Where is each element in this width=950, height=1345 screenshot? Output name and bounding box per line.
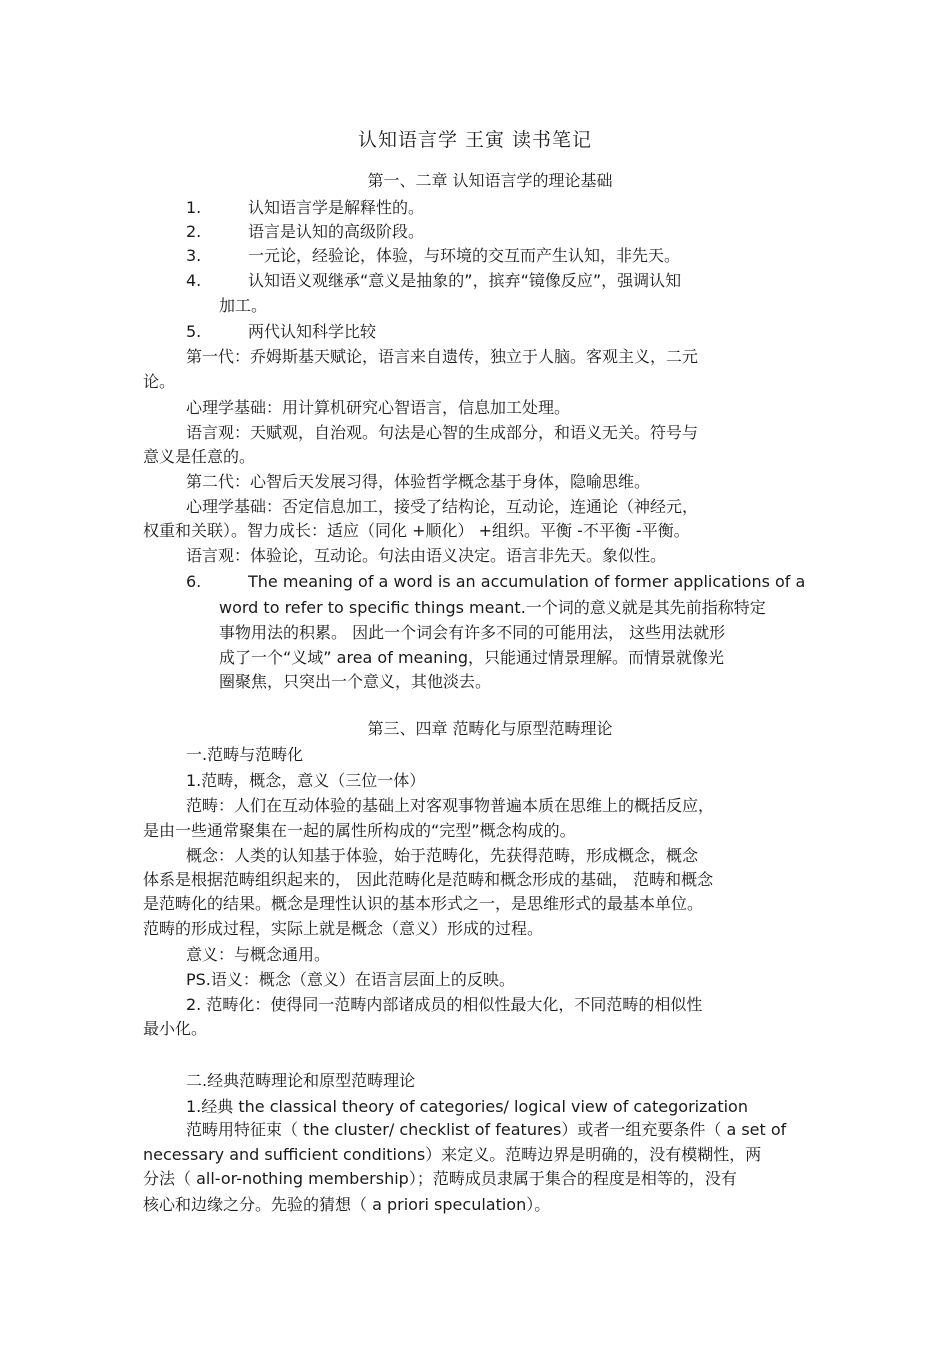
item-number: 2. bbox=[186, 222, 202, 241]
item-text: 认知语言学是解释性的。 bbox=[248, 198, 425, 217]
paragraph-line: 意义是任意的。 bbox=[143, 447, 256, 466]
item-number: 4. bbox=[186, 271, 202, 290]
paragraph-line: 心理学基础：否定信息加工，接受了结构论，互动论，连通论（神经元， bbox=[186, 497, 699, 516]
paragraph-line: 范畴：人们在互动体验的基础上对客观事物普遍本质在思维上的概括反应， bbox=[186, 796, 715, 815]
subsection-heading: 1.范畴，概念，意义（三位一体） bbox=[186, 771, 426, 790]
item-text-continued: 成了一个“义域” area of meaning，只能通过情景理解。而情景就像光 bbox=[219, 648, 725, 667]
paragraph-line: 范畴的形成过程，实际上就是概念（意义）形成的过程。 bbox=[143, 919, 544, 938]
item-text-continued: 事物用法的积累。 因此一个词会有许多不同的可能用法， 这些用法就形 bbox=[219, 623, 726, 642]
item-number: 5. bbox=[186, 322, 202, 341]
item-text: 两代认知科学比较 bbox=[248, 322, 377, 341]
section-heading: 一.范畴与范畴化 bbox=[186, 745, 304, 764]
paragraph-line: 语言观：天赋观，自治观。句法是心智的生成部分，和语义无关。符号与 bbox=[186, 423, 699, 442]
paragraph-line: necessary and sufficient conditions）来定义。范畴边界是明确的，没有模糊性，两 bbox=[143, 1145, 762, 1164]
item-text-continued: 加工。 bbox=[219, 296, 268, 315]
chapter-3-4-heading: 第三、四章 范畴化与原型范畴理论 bbox=[367, 719, 613, 738]
subsection-heading: 1.经典 the classical theory of categories/ logical view of categorization bbox=[186, 1097, 748, 1116]
paragraph-line: 权重和关联）。智力成长：适应（同化 +顺化） +组织。平衡 -不平衡 -平衡。 bbox=[143, 521, 690, 540]
section-heading: 二.经典范畴理论和原型范畴理论 bbox=[186, 1071, 416, 1090]
paragraph-line: 体系是根据范畴组织起来的， 因此范畴化是范畴和概念形成的基础， 范畴和概念 bbox=[143, 870, 714, 889]
paragraph-line: 第二代：心智后天发展习得，体验哲学概念基于身体，隐喻思维。 bbox=[186, 472, 651, 491]
document-title: 认知语言学 王寅 读书笔记 bbox=[357, 129, 593, 151]
chapter-1-2-heading: 第一、二章 认知语言学的理论基础 bbox=[367, 171, 613, 190]
paragraph-line: 论。 bbox=[143, 372, 176, 391]
paragraph-line: 核心和边缘之分。先验的猜想（ a priori speculation）。 bbox=[143, 1195, 551, 1214]
item-text-continued: word to refer to specific things meant.一个词的意义就是其先前指称特定 bbox=[219, 598, 766, 617]
paragraph-line: 心理学基础：用计算机研究心智语言，信息加工处理。 bbox=[186, 398, 571, 417]
paragraph-line: 分法（ all-or-nothing membership）；范畴成员隶属于集合的程度是相等的，没有 bbox=[143, 1169, 737, 1188]
paragraph-line: 范畴用特征束（ the cluster/ checklist of features）或者一组充要条件（ a set of bbox=[186, 1120, 787, 1139]
item-number: 3. bbox=[186, 246, 202, 265]
paragraph-line: 意义：与概念通用。 bbox=[186, 945, 331, 964]
item-text: The meaning of a word is an accumulation of former applications of a bbox=[248, 572, 806, 591]
item-text: 语言是认知的高级阶段。 bbox=[248, 222, 425, 241]
item-text: 认知语义观继承“意义是抽象的”，摈弃“镜像反应”，强调认知 bbox=[248, 271, 682, 290]
paragraph-line: 概念：人类的认知基于体验，始于范畴化，先获得范畴，形成概念，概念 bbox=[186, 846, 699, 865]
paragraph-line: PS.语义：概念（意义）在语言层面上的反映。 bbox=[186, 970, 515, 989]
item-number: 6. bbox=[186, 572, 202, 591]
paragraph-line: 第一代：乔姆斯基天赋论，语言来自遗传，独立于人脑。客观主义，二元 bbox=[186, 347, 699, 366]
item-text: 一元论，经验论，体验，与环境的交互而产生认知，非先天。 bbox=[248, 246, 681, 265]
item-number: 1. bbox=[186, 198, 202, 217]
paragraph-line: 2. 范畴化：使得同一范畴内部诸成员的相似性最大化，不同范畴的相似性 bbox=[186, 995, 703, 1014]
paragraph-line: 语言观：体验论，互动论。句法由语义决定。语言非先天。象似性。 bbox=[186, 546, 667, 565]
item-text-continued: 圈聚焦，只突出一个意义，其他淡去。 bbox=[219, 672, 492, 691]
paragraph-line: 是范畴化的结果。概念是理性认识的基本形式之一，是思维形式的最基本单位。 bbox=[143, 894, 704, 913]
paragraph-line: 是由一些通常聚集在一起的属性所构成的“完型”概念构成的。 bbox=[143, 821, 576, 840]
paragraph-line: 最小化。 bbox=[143, 1019, 208, 1038]
